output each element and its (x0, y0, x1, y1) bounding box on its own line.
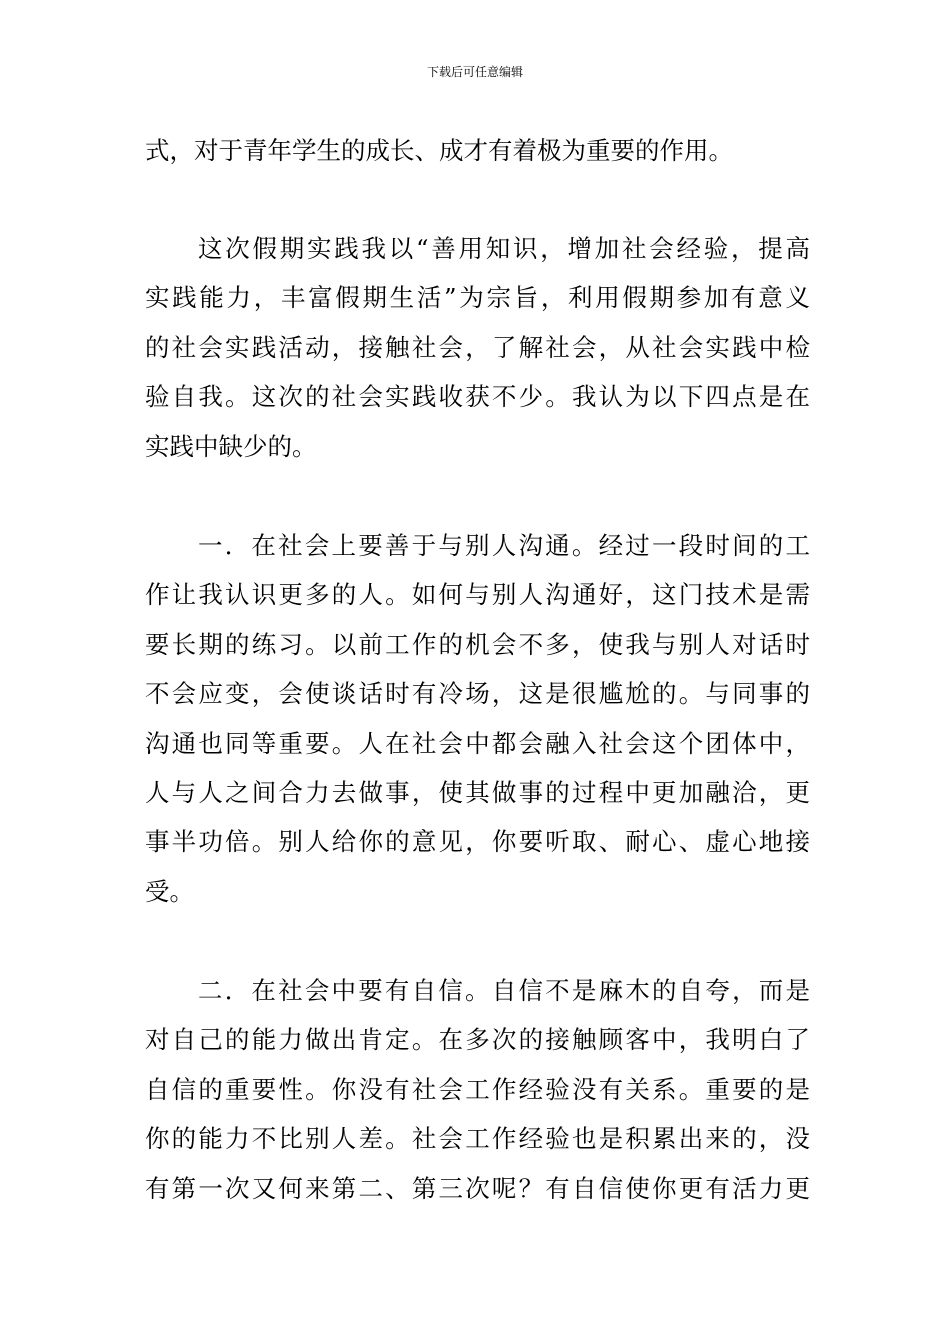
text-line: 你的能力不比别人差。社会工作经验也是积累出来的，没 (145, 1124, 810, 1153)
text-line: 事半功倍。别人给你的意见，你要听取、耐心、虚心地接 (145, 827, 810, 856)
paragraph-first-line: 一．在社会上要善于与别人沟通。经过一段时间的工 (198, 531, 810, 560)
text-line: 验自我。这次的社会实践收获不少。我认为以下四点是在 (145, 382, 810, 411)
text-line: 沟通也同等重要。人在社会中都会融入社会这个团体中， (145, 729, 810, 758)
text-line: 对自己的能力做出肯定。在多次的接触顾客中，我明白了 (145, 1025, 810, 1054)
text-line: 要长期的练习。以前工作的机会不多，使我与别人对话时 (145, 630, 810, 659)
text-line: 不会应变，会使谈话时有冷场，这是很尴尬的。与同事的 (145, 679, 810, 708)
paragraph-first-line: 二．在社会中要有自信。自信不是麻木的自夸，而是 (198, 976, 810, 1005)
text-line: 实践能力，丰富假期生活”为宗旨，利用假期参加有意义 (145, 283, 810, 312)
paragraph-first-line: 这次假期实践我以“善用知识，增加社会经验，提高 (198, 234, 810, 263)
page-header: 下载后可任意编辑 (426, 65, 523, 79)
text-line: 自信的重要性。你没有社会工作经验没有关系。重要的是 (145, 1075, 810, 1104)
text-line: 受。 (145, 877, 194, 906)
text-line: 式，对于青年学生的成长、成才有着极为重要的作用。 (145, 136, 733, 165)
text-line: 作让我认识更多的人。如何与别人沟通好，这门技术是需 (145, 580, 810, 609)
text-line: 的社会实践活动，接触社会，了解社会，从社会实践中检 (145, 333, 810, 362)
text-line: 实践中缺少的。 (145, 432, 317, 461)
text-line: 人与人之间合力去做事，使其做事的过程中更加融洽，更 (145, 778, 810, 807)
text-line: 有第一次又何来第二、第三次呢？有自信使你更有活力更 (145, 1174, 810, 1203)
